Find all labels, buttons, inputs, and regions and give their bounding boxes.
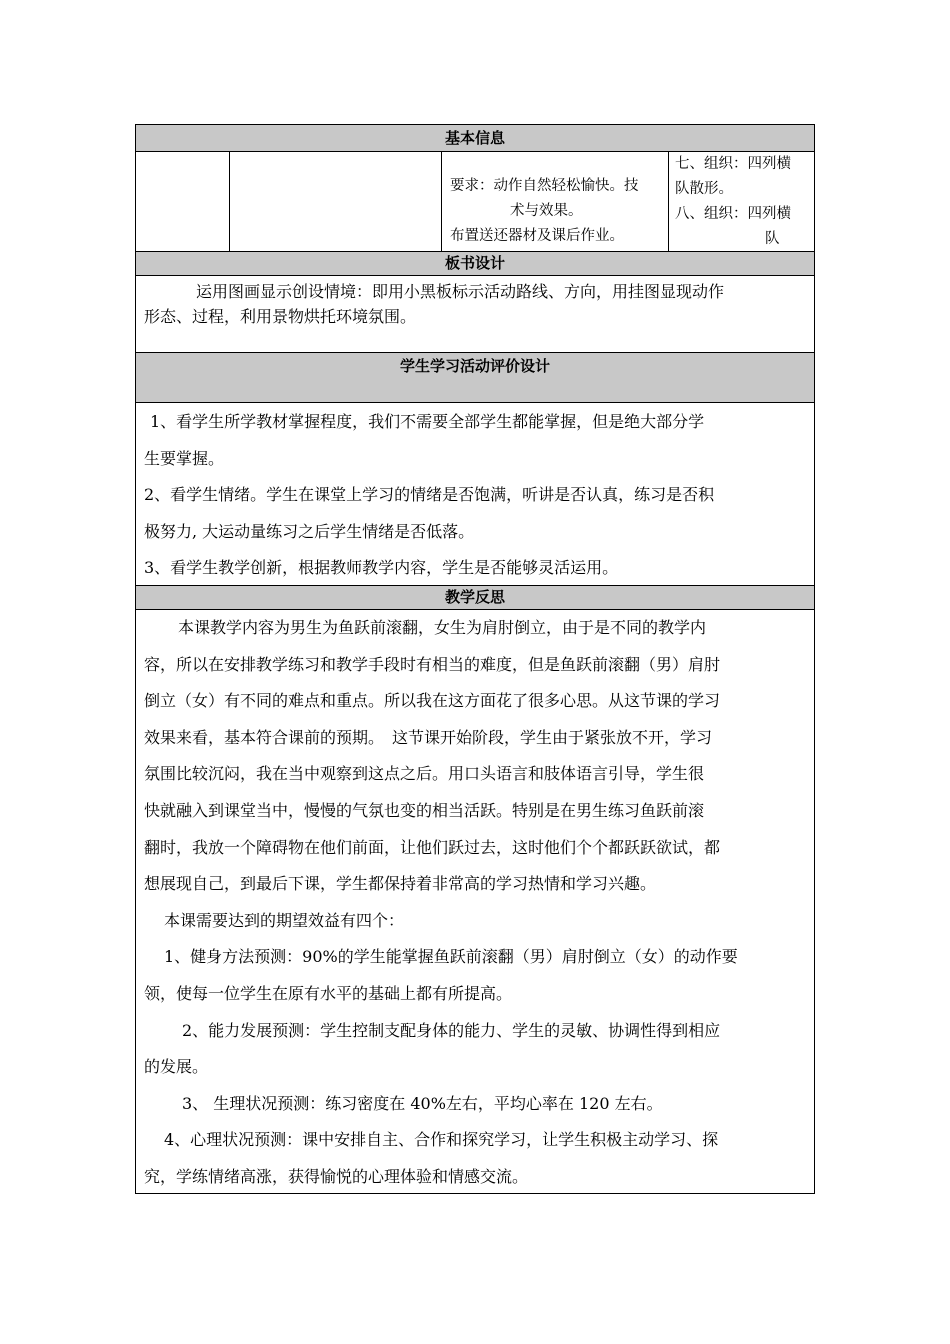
- text-line: 生要掌握。: [144, 448, 225, 468]
- section-header-evaluation: 学生学习活动评价设计: [136, 353, 814, 403]
- text-line: 本课需要达到的期望效益有四个：: [164, 910, 405, 930]
- text-line: 3、 生理状况预测：练习密度在 40%左右，平均心率在 120 左右。: [182, 1093, 663, 1113]
- text-line: 的发展。: [144, 1057, 209, 1077]
- text-line: 领，使每一位学生在原有水平的基础上都有所提高。: [144, 983, 513, 1003]
- text-line: 1、看学生所学教材掌握程度，我们不需要全部学生都能掌握，但是绝大部分学: [150, 412, 705, 431]
- basic-info-col-2: [230, 152, 442, 251]
- text-line: 要求：动作自然轻松愉快。技: [450, 178, 639, 194]
- section-header-basic-info: 基本信息: [136, 125, 814, 152]
- reflection-text: [144, 610, 806, 1196]
- lesson-plan-table: [135, 124, 815, 1194]
- text-line: 4、心理状况预测：课中安排自主、合作和探究学习，让学生积极主动学习、探: [164, 1130, 719, 1150]
- text-line: 氛围比较沉闷，我在当中观察到这点之后。用口头语言和肢体语言引导，学生很: [144, 764, 705, 784]
- text-line: 形态、过程，利用景物烘托环境氛围。: [144, 307, 417, 326]
- text-line: 术与效果。: [510, 203, 583, 219]
- basic-info-col-1: [136, 152, 230, 251]
- text-line: 布置送还器材及课后作业。: [450, 228, 624, 244]
- text-line: 2、能力发展预测：学生控制支配身体的能力、学生的灵敏、协调性得到相应: [182, 1020, 721, 1040]
- text-line: 八、组织：四列横: [675, 206, 791, 222]
- text-line: 极努力, 大运动量练习之后学生情绪是否低落。: [144, 521, 475, 541]
- text-line: 翻时，我放一个障碍物在他们前面，让他们跃过去，这时他们个个都跃跃欲试，都: [144, 837, 721, 857]
- text-line: 容，所以在安排教学练习和教学手段时有相当的难度，但是鱼跃前滚翻（男）肩肘: [144, 654, 721, 674]
- text-line: 3、看学生教学创新，根据教师教学内容，学生是否能够灵活运用。: [144, 558, 619, 577]
- text-line: 七、组织：四列横: [675, 156, 791, 172]
- basic-info-col-3: [442, 152, 669, 251]
- board-design-text: [144, 279, 806, 329]
- text-line: 倒立（女）有不同的难点和重点。所以我在这方面花了很多心思。从这节课的学习: [144, 691, 721, 711]
- text-line: 队散形。: [675, 181, 733, 197]
- text-line: 究，学练情绪高涨，获得愉悦的心理体验和情感交流。: [144, 1166, 529, 1186]
- section-header-board-design: 板书设计: [136, 252, 814, 276]
- requirement-text: [450, 174, 665, 249]
- evaluation-text: [144, 404, 806, 587]
- text-line: 运用图画显示创设情境：即用小黑板标示活动路线、方向，用挂图显现动作: [196, 282, 725, 301]
- text-line: 本课教学内容为男生为鱼跃前滚翻，女生为肩肘倒立，由于是不同的教学内: [178, 618, 707, 637]
- organization-text: [675, 152, 811, 252]
- section-header-reflection: 教学反思: [136, 586, 814, 610]
- text-line: 队: [765, 231, 780, 247]
- text-line: 2、看学生情绪。学生在课堂上学习的情绪是否饱满，听讲是否认真，练习是否积: [144, 485, 715, 504]
- text-line: 想展现自己，到最后下课，学生都保持着非常高的学习热情和学习兴趣。: [144, 874, 657, 894]
- text-line: 快就融入到课堂当中，慢慢的气氛也变的相当活跃。特别是在男生练习鱼跃前滚: [144, 800, 705, 820]
- text-line: 效果来看，基本符合课前的预期。 这节课开始阶段，学生由于紧张放不开，学习: [144, 727, 713, 747]
- basic-info-col-4: [669, 152, 814, 251]
- text-line: 1、健身方法预测：90%的学生能掌握鱼跃前滚翻（男）肩肘倒立（女）的动作要: [164, 947, 738, 967]
